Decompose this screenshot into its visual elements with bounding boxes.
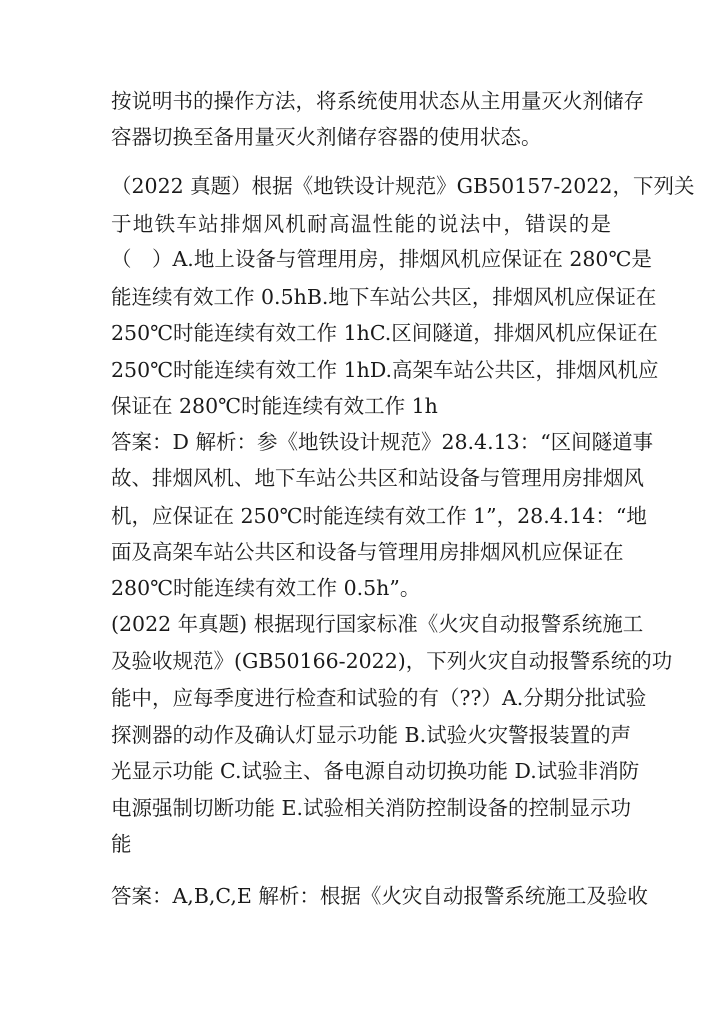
text-line-4: 于地铁车站排烟风机耐高温性能的说法中，错误的是 (111, 212, 611, 236)
text-line-9: 保证在 280℃时能连续有效工作 1h (111, 394, 438, 418)
text-line-14: 280℃时能连续有效工作 0.5h”。 (111, 576, 421, 600)
text-line-17: 能中，应每季度进行检查和试验的有（??）A.分期分批试验 (111, 686, 647, 710)
text-line-2: 容器切换至备用量灭火剂储存容器的使用状态。 (111, 125, 542, 149)
text-line-21: 能 (111, 832, 132, 856)
text-line-7: 250℃时能连续有效工作 1hC.区间隧道，排烟风机应保证在 (111, 321, 658, 345)
text-line-1: 按说明书的操作方法，将系统使用状态从主用量灭火剂储存 (111, 89, 644, 113)
text-line-22: 答案：A,B,C,E 解析：根据《火灾自动报警系统施工及验收 (111, 884, 648, 908)
text-line-6: 能连续有效工作 0.5hB.地下车站公共区，排烟风机应保证在 (111, 285, 657, 309)
text-line-20: 电源强制切断功能 E.试验相关消防控制设备的控制显示功 (111, 796, 631, 820)
text-line-12: 机，应保证在 250℃时能连续有效工作 1”，28.4.14：“地 (111, 504, 647, 528)
text-line-18: 探测器的动作及确认灯显示功能 B.试验火灾警报装置的声 (111, 723, 632, 747)
text-line-8: 250℃时能连续有效工作 1hD.高架车站公共区，排烟风机应 (111, 358, 659, 382)
text-line-13: 面及高架车站公共区和设备与管理用房排烟风机应保证在 (111, 540, 624, 564)
text-line-11: 故、排烟风机、地下车站公共区和站设备与管理用房排烟风 (111, 466, 644, 490)
text-line-3: （2022 真题）根据《地铁设计规范》GB50157-2022，下列关 (111, 174, 695, 198)
text-line-15: (2022 年真题) 根据现行国家标准《火灾自动报警系统施工 (111, 612, 644, 636)
text-line-10: 答案：D 解析：参《地铁设计规范》28.4.13：“区间隧道事 (111, 430, 654, 454)
text-line-16: 及验收规范》(GB50166-2022)，下列火灾自动报警系统的功 (111, 649, 673, 673)
text-line-5: （ ）A.地上设备与管理用房，排烟风机应保证在 280℃是 (111, 247, 652, 271)
text-line-19: 光显示功能 C.试验主、备电源自动切换功能 D.试验非消防 (111, 759, 640, 783)
